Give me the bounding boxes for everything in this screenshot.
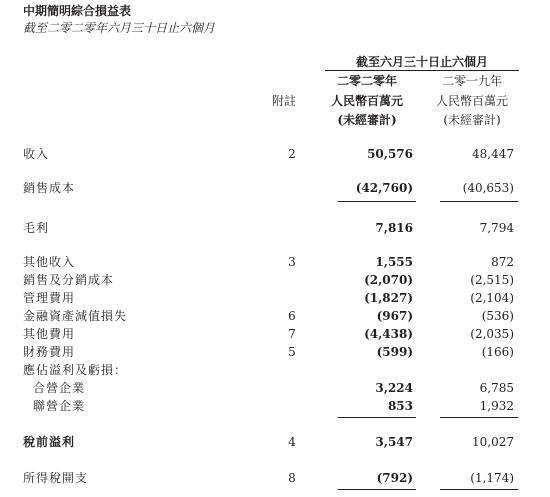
note-column-header: 附註 [272,94,297,108]
period-underline [325,70,519,71]
row-value-2019-associates: 1,932 [479,399,514,413]
row-label-share-of-profits: 應佔溢利及虧損： [23,363,128,377]
row-note-other-expenses: 7 [288,327,296,341]
row-value-2020-associates: 853 [387,399,413,413]
statement-title: 中期簡明綜合損益表 [23,4,132,18]
currency-2020-header: 人民幣百萬元 [330,94,403,108]
currency-2019-header: 人民幣百萬元 [435,94,508,108]
row-note-other-income: 3 [288,255,296,269]
row-value-2019-other-expenses: (2,035) [470,327,514,341]
row-label-revenue: 收入 [23,147,50,161]
row-value-2019-gross-profit: 7,794 [479,221,514,235]
row-value-2019-finance-costs: (166) [481,345,514,359]
row-value-2019-profit-before-tax: 10,027 [472,435,514,449]
row-value-2020-joint-ventures: 3,224 [375,381,413,395]
row-value-2020-revenue: 50,576 [367,147,413,161]
period-header: 截至六月三十日止六個月 [355,55,488,69]
audit-2019-header: (未經審計) [443,113,501,127]
row-value-2020-income-tax: (792) [376,471,413,485]
row-value-2019-impairment: (536) [481,309,514,323]
row-value-2020-other-expenses: (4,438) [364,327,413,341]
subtotal-rule-2020 [338,201,416,202]
row-value-2020-other-income: 1,555 [375,255,413,269]
row-value-2020-selling-distribution: (2,070) [364,273,413,287]
row-value-2019-cost-of-sales: (40,653) [462,181,514,195]
row-label-income-tax: 所得稅開支 [23,471,89,485]
row-value-2019-admin-expenses: (2,104) [470,291,514,305]
row-note-profit-before-tax: 4 [288,435,296,449]
year-2020-header: 二零二零年 [336,74,397,88]
row-value-2019-other-income: 872 [491,255,514,269]
row-label-cost-of-sales: 銷售成本 [23,181,76,195]
pretax-rule-2019 [440,417,518,418]
tax-rule-2019 [440,489,518,490]
row-label-associates: 聯營企業 [33,399,86,413]
row-value-2020-admin-expenses: (1,827) [364,291,413,305]
row-note-impairment: 6 [288,309,296,323]
pretax-rule-2020 [338,417,416,418]
year-2019-header: 二零一九年 [441,74,502,88]
row-value-2019-income-tax: (1,174) [470,471,514,485]
row-label-profit-before-tax: 稅前溢利 [23,435,76,449]
subtotal-rule-2019 [440,201,518,202]
row-label-selling-distribution: 銷售及分銷成本 [23,273,115,287]
row-label-gross-profit: 毛利 [23,221,50,235]
audit-2020-header: (未經審計) [337,113,397,127]
row-note-revenue: 2 [288,147,296,161]
row-value-2020-impairment: (967) [376,309,413,323]
tax-rule-2020 [338,489,416,490]
row-note-finance-costs: 5 [288,345,296,359]
row-label-finance-costs: 財務費用 [23,345,76,359]
row-value-2019-joint-ventures: 6,785 [479,381,514,395]
row-label-impairment: 金融資產減值損失 [23,309,128,323]
row-label-admin-expenses: 管理費用 [23,291,76,305]
row-note-income-tax: 8 [288,471,296,485]
row-value-2020-profit-before-tax: 3,547 [375,435,413,449]
row-value-2020-finance-costs: (599) [376,345,413,359]
row-value-2020-cost-of-sales: (42,760) [355,181,413,195]
row-value-2020-gross-profit: 7,816 [375,221,413,235]
row-value-2019-selling-distribution: (2,515) [470,273,514,287]
statement-subtitle: 截至二零二零年六月三十日止六個月 [23,21,216,35]
row-label-other-expenses: 其他費用 [23,327,76,341]
row-label-other-income: 其他收入 [23,255,76,269]
row-label-joint-ventures: 合營企業 [33,381,86,395]
row-value-2019-revenue: 48,447 [472,147,514,161]
